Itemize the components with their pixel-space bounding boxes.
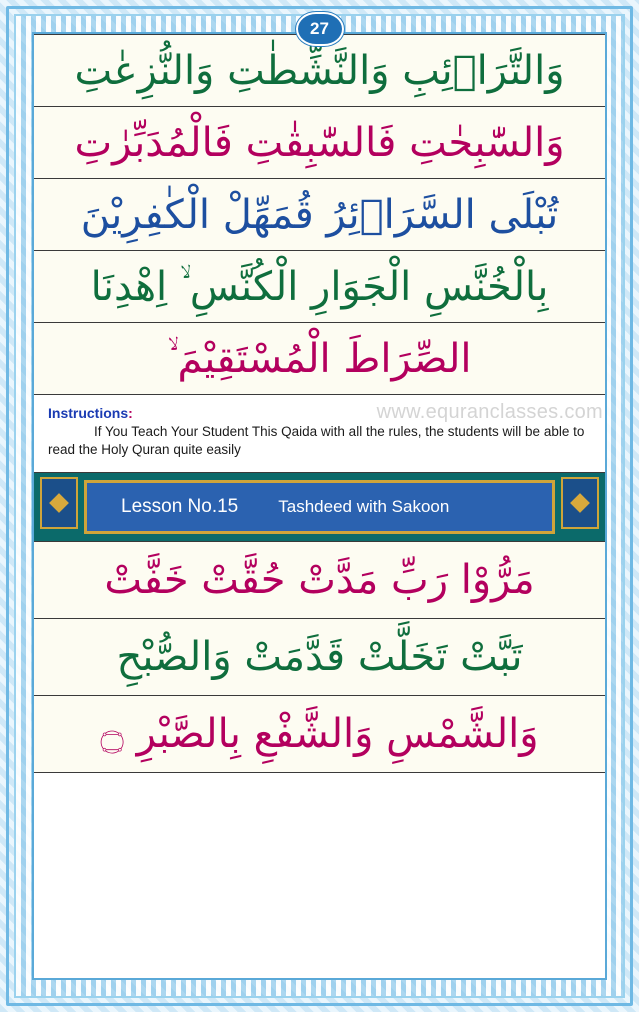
bottom-ayah-table	[34, 542, 605, 773]
ornament-left-icon	[40, 477, 78, 529]
arabic-line: وَالتَّرَاۗئِبِ وَالنَّشِّطٰتِ وَالنُّزِعٰتِ	[74, 47, 565, 94]
arabic-line: الصِّرَاطَ الْمُسْتَقِيْمَ ۙ	[167, 335, 472, 382]
footer-space	[34, 773, 605, 789]
instructions-box	[34, 395, 605, 473]
instructions-line-2: students will be able to read the Holy Quran quite easily	[48, 424, 585, 458]
top-ayah-table	[34, 34, 605, 395]
lesson-number-label: Lesson No.15	[121, 496, 239, 517]
watermark-text: www.equranclasses.com	[376, 401, 603, 423]
arabic-line: تُبْلَى السَّرَاۗئِرُ قُمَهِّلْ الْكٰفِرِيْنَ	[80, 191, 559, 238]
ornament-right-icon	[561, 477, 599, 529]
instructions-title-text: Instructions	[48, 405, 129, 421]
instructions-line-1: If You Teach Your Student This Qaida with all the rules, the	[94, 424, 444, 439]
arabic-line: وَالشَّمْسِ وَالشَّفْعِ بِالصَّبْرِ ۝	[100, 711, 539, 757]
page-number-badge: 27	[296, 12, 344, 46]
lesson-bar	[84, 480, 555, 534]
instructions-title	[48, 405, 591, 421]
lesson-title: Tashdeed with Sakoon	[278, 497, 450, 516]
table-row	[34, 696, 605, 773]
table-row	[34, 542, 605, 619]
table-row	[34, 619, 605, 696]
page-content	[34, 34, 605, 978]
arabic-line: بِالْخُنَّسِ الْجَوَارِ الْكُنَّسِ ۙ اِهْدِنَا	[90, 263, 549, 310]
instructions-title-colon: :	[128, 405, 133, 421]
table-row	[34, 179, 605, 251]
arabic-line: تَبَّتْ تَخَلَّتْ قَدَّمَتْ وَالصُّبْحِ	[116, 634, 523, 680]
arabic-line: وَالسّٰبِحٰتِ فَالسّٰبِقٰتِ فَالْمُدَبِّرٰتِ	[74, 119, 565, 166]
lesson-banner	[34, 473, 605, 542]
table-row	[34, 323, 605, 395]
instructions-body	[48, 423, 591, 459]
table-row	[34, 107, 605, 179]
table-row	[34, 251, 605, 323]
arabic-line: مَرُّوْا رَبِّ مَدَّتْ حُقَّتْ خَفَّتْ	[104, 557, 535, 603]
